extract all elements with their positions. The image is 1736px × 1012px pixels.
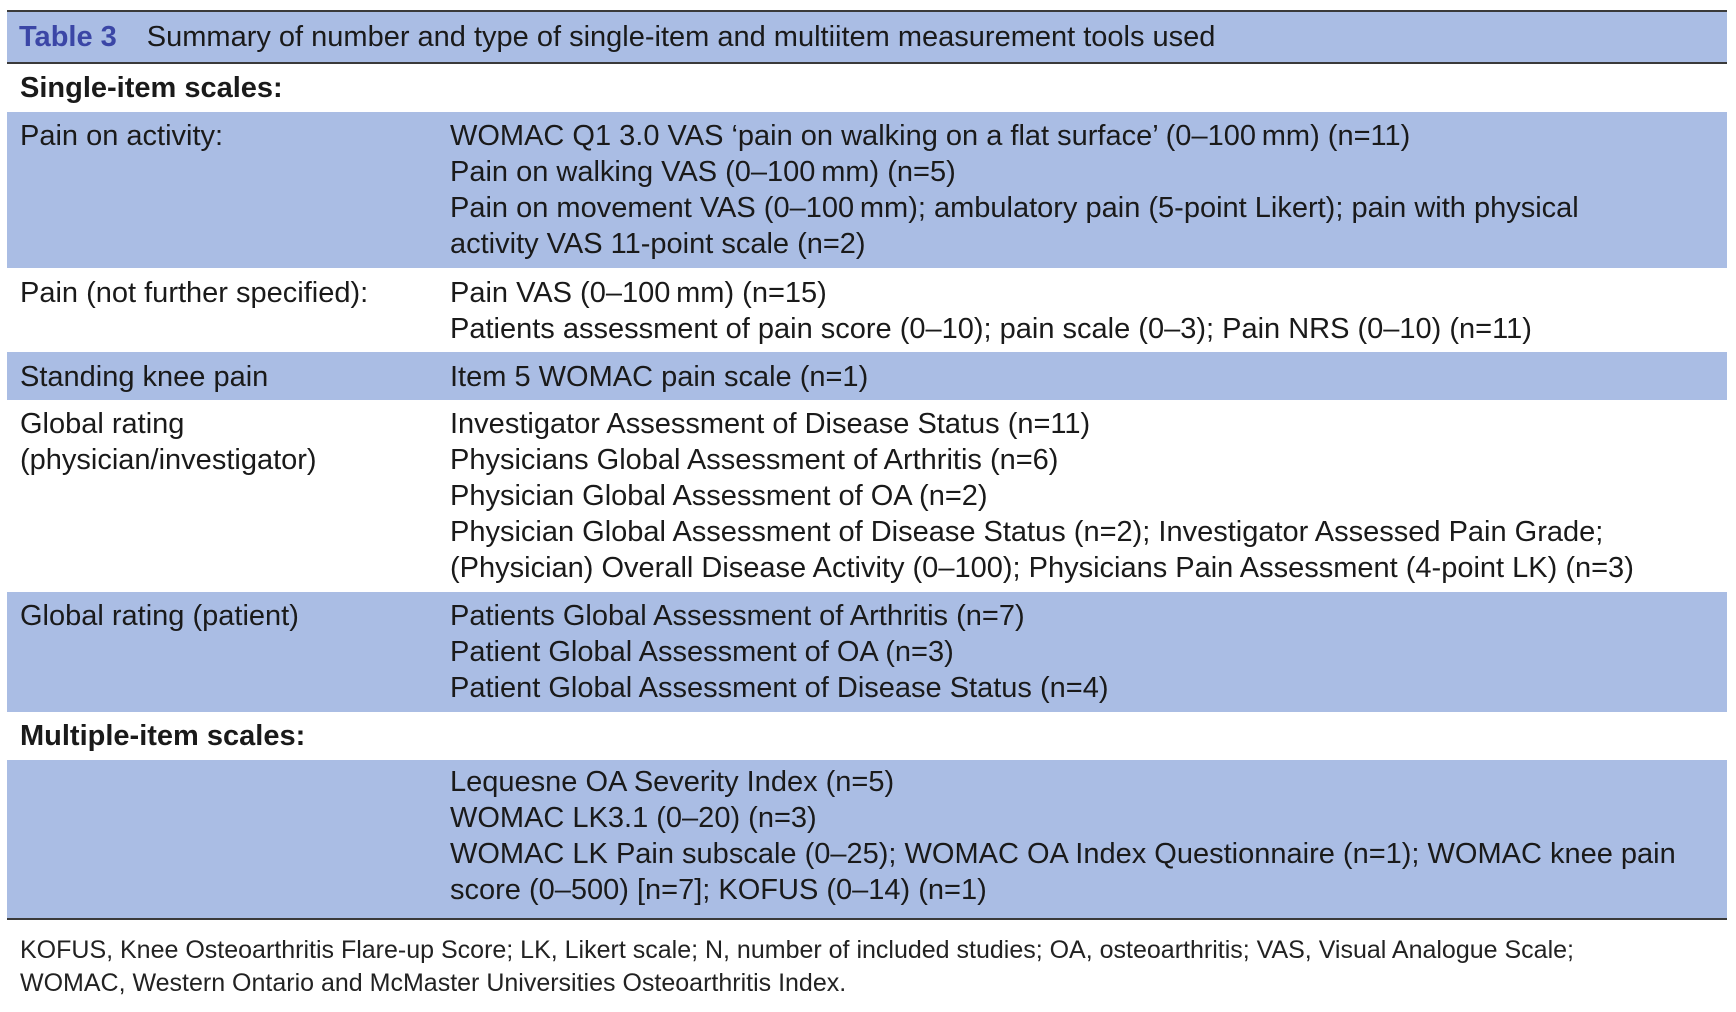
row-content-line: Physicians Global Assessment of Arthritis (n=6) [450,444,1059,476]
row-content [450,764,1727,908]
row-content [450,275,1727,347]
row-content [450,406,1727,586]
row-content-line: score (0–500) [n=7]; KOFUS (0–14) (n=1) [450,874,987,906]
row-content [450,598,1727,706]
row-label [7,406,450,586]
row-label-line: (physician/investigator) [20,444,317,476]
row-label-line: Standing knee pain [20,361,269,393]
table-label: Table 3 [19,20,117,53]
summary-table [7,10,1727,1000]
table-title-bar [7,10,1727,64]
row-content-line: Patients Global Assessment of Arthritis (n=7) [450,600,1025,632]
row-content-line: Lequesne OA Severity Index (n=5) [450,766,895,798]
row-label [7,118,450,262]
row-content-line: Patient Global Assessment of Disease Status (n=4) [450,672,1109,704]
single-item-rows [7,112,1727,712]
row-content-line: Pain on movement VAS (0–100 mm); ambulatory pain (5-point Likert); pain with physical [450,192,1579,224]
row-content-line: Investigator Assessment of Disease Status (n=11) [450,408,1091,440]
table-row [7,268,1727,352]
row-content-line: Item 5 WOMAC pain scale (n=1) [450,361,869,393]
table-title: Summary of number and type of single-item and multiitem measurement tools used [146,20,1216,53]
row-content [450,118,1727,262]
row-content-line: WOMAC LK Pain subscale (0–25); WOMAC OA Index Questionnaire (n=1); WOMAC knee pain [450,838,1676,870]
row-content-line: Patient Global Assessment of OA (n=3) [450,636,954,668]
row-label-line: Pain (not further specified): [20,277,369,309]
row-content-line: WOMAC LK3.1 (0–20) (n=3) [450,802,817,834]
row-content-line: (Physician) Overall Disease Activity (0–100); Physicians Pain Assessment (4-point LK) (n=3) [450,552,1634,584]
table-row [7,352,1727,400]
row-content-line: Pain VAS (0–100 mm) (n=15) [450,277,827,309]
row-label [7,359,450,395]
row-label-line: Pain on activity: [20,120,224,152]
row-label-line: Global rating [20,408,185,440]
table-row [7,400,1727,592]
row-content-line: WOMAC Q1 3.0 VAS ‘pain on walking on a flat surface’ (0–100 mm) (n=11) [450,120,1411,152]
multi-item-heading: Multiple-item scales: [7,712,1727,760]
row-content-line: Physician Global Assessment of OA (n=2) [450,480,988,512]
table-row [7,592,1727,712]
row-content-line: Pain on walking VAS (0–100 mm) (n=5) [450,156,956,188]
row-label [7,275,450,347]
row-label [7,598,450,706]
single-item-heading: Single-item scales: [7,64,1727,112]
table-footnote [7,920,1727,1000]
row-label-line: Global rating (patient) [20,600,299,632]
table-row [7,760,1727,918]
table-row [7,112,1727,268]
multi-item-rows [7,760,1727,918]
row-content [450,359,1727,395]
row-content-line: Physician Global Assessment of Disease Status (n=2); Investigator Assessed Pain Grade; [450,516,1604,548]
row-content-line: activity VAS 11-point scale (n=2) [450,228,866,260]
footnote-line: KOFUS, Knee Osteoarthritis Flare-up Score; LK, Likert scale; N, number of included studies; OA, osteoarthritis; VAS, Visual Analogue Scale; [20,936,1574,964]
row-label [7,764,450,908]
row-content-line: Patients assessment of pain score (0–10); pain scale (0–3); Pain NRS (0–10) (n=11) [450,313,1532,345]
footnote-line: WOMAC, Western Ontario and McMaster Universities Osteoarthritis Index. [20,969,847,997]
